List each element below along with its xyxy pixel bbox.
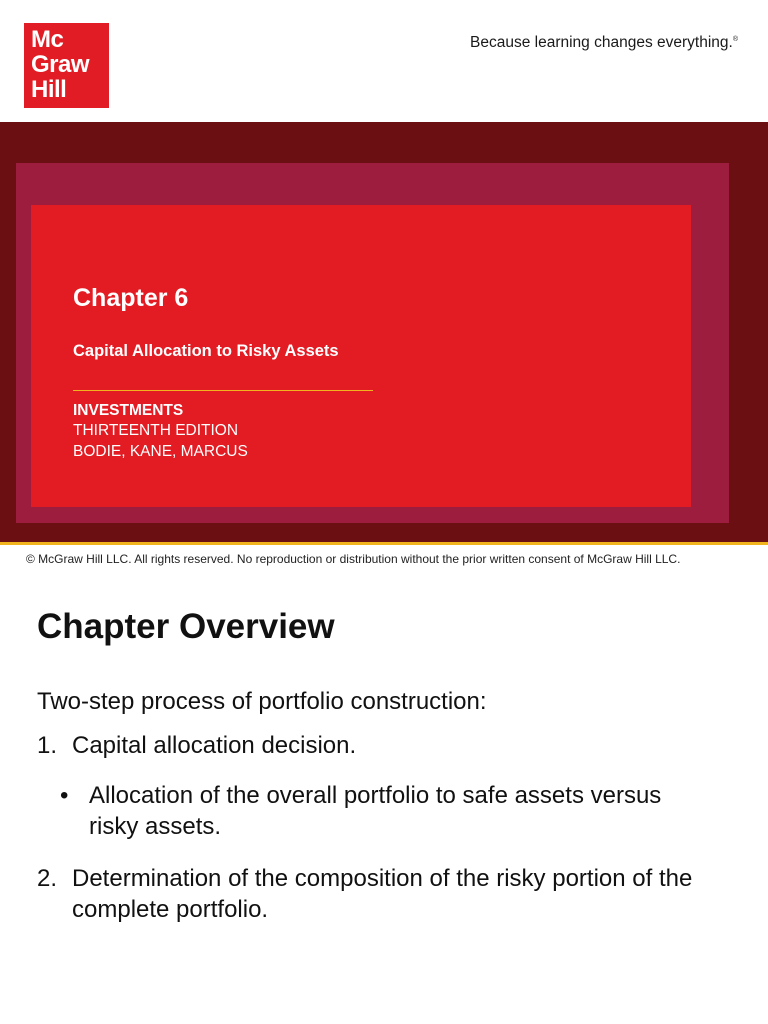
- registered-mark: ®: [732, 35, 738, 43]
- sub-list-item: [57, 780, 717, 842]
- mcgraw-hill-logo: [24, 23, 109, 108]
- logo-line-3: Hill: [31, 76, 67, 103]
- book-authors: BODIE, KANE, MARCUS: [73, 443, 248, 460]
- list-item-2-text: Determination of the composition of the risky portion of the complete portfolio.: [72, 865, 693, 923]
- gold-divider: [73, 390, 373, 391]
- list-item-1: [37, 730, 717, 761]
- copyright-notice: © McGraw Hill LLC. All rights reserved. No reproduction or distribution without the prior written consent of McGraw Hill LLC.: [26, 552, 681, 566]
- book-title: INVESTMENTS: [73, 402, 184, 419]
- chapter-title: Chapter 6: [73, 284, 189, 312]
- chapter-subtitle: Capital Allocation to Risky Assets: [73, 342, 339, 360]
- book-edition: THIRTEENTH EDITION: [73, 422, 239, 439]
- logo-line-1: Mc: [31, 26, 64, 53]
- gold-footer-line: [0, 542, 768, 545]
- logo-line-2: Graw: [31, 51, 90, 78]
- intro-text: Two-step process of portfolio construction:: [37, 688, 487, 715]
- overview-title: Chapter Overview: [37, 607, 335, 646]
- tagline: [470, 34, 738, 52]
- list-item-1-text: Capital allocation decision.: [72, 732, 357, 759]
- list-item-2: [37, 863, 717, 925]
- sub-list-item-text: Allocation of the overall portfolio to safe assets versus risky assets.: [89, 782, 662, 840]
- bullet-icon: •: [60, 782, 69, 809]
- tagline-text: Because learning changes everything.: [470, 34, 733, 51]
- list-item-1-number: 1.: [37, 732, 58, 759]
- list-item-2-number: 2.: [37, 865, 58, 892]
